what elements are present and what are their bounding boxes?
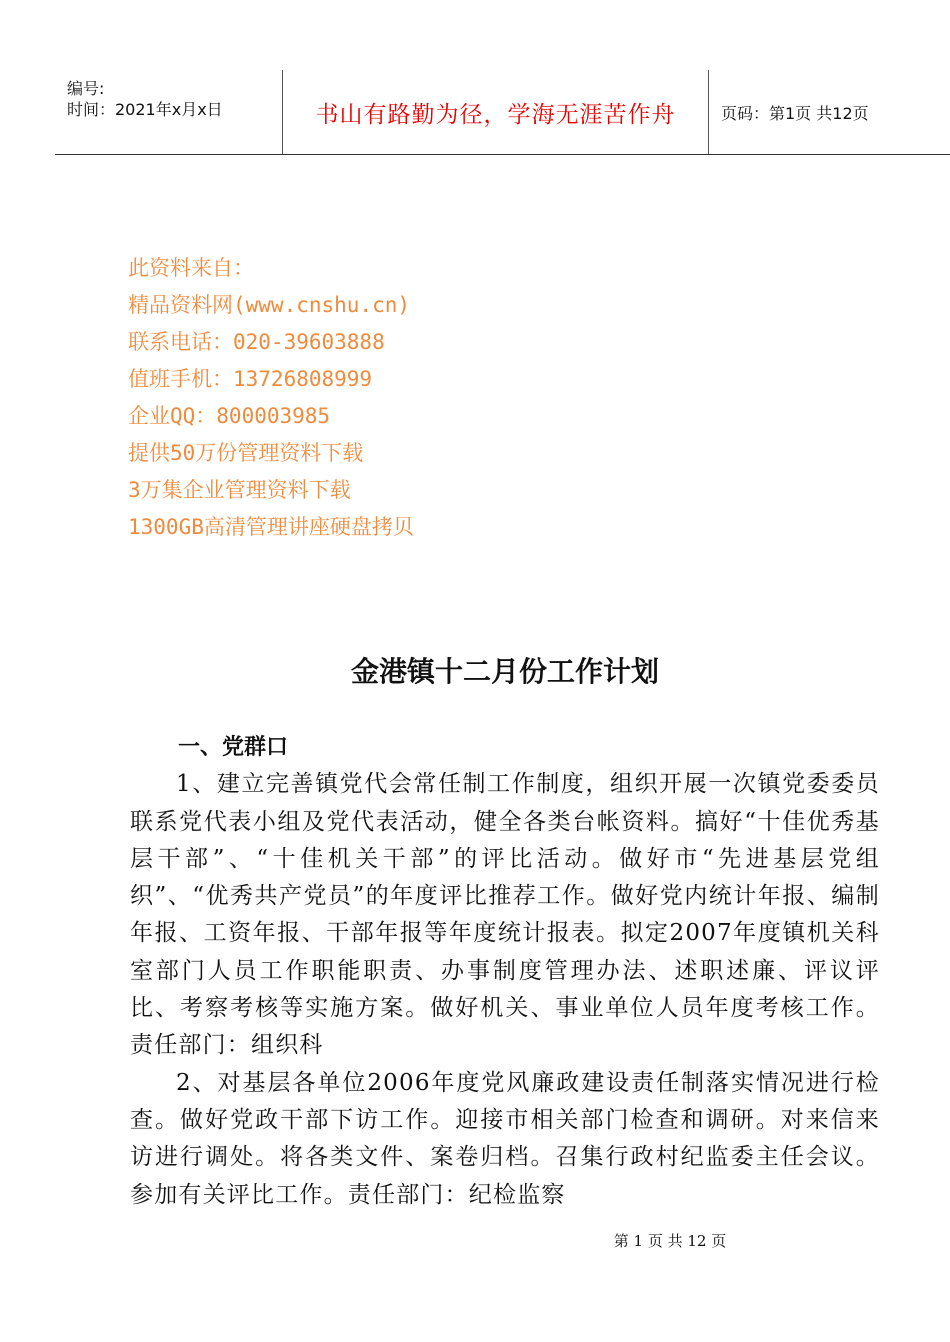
body-paragraph-1: 1、建立完善镇党代会常任制工作制度，组织开展一次镇党委委员联系党代表小组及党代表活动，健全各类台帐资料。搞好“十佳优秀基层干部”、“十佳机关干部”的评比活动。做好市“先进基层党组织”、“优秀共产党员”的年度评比推荐工作。做好党内统计年报、编制年报、工资年报、干部年报等年度统计报表。拟定2007年度镇机关科室部门人员工作职能职责、办事制度管理办法、述职述廉、评议评比、考察考核等实施方案。做好机关、事业单位人员年度考核工作。责任部门：组织科 [130,771,880,1059]
page-footer: 第 1 页 共 12 页 [613,1232,727,1250]
body-paragraph-2: 2、对基层各单位2006年度党风廉政建设责任制落实情况进行检查。做好党政干部下访工作。迎接市相关部门检查和调研。对来信来访进行调处。将各类文件、案卷归档。召集行政村纪监委主任会议。参加有关评比工作。责任部门：纪检监察 [130,1069,880,1208]
source-info-line: 值班手机：13726808999 [128,367,373,391]
header-page-label: 页码：第1页 共12页 [721,103,869,123]
source-info-line: 提供50万份管理资料下载 [128,441,364,465]
source-info-line: 3万集企业管理资料下载 [128,478,351,502]
section-heading: 一、党群口 [178,735,289,760]
source-info-line: 精品资料网(www.cnshu.cn) [128,293,411,317]
header-time-label: 时间：2021年x月x日 [67,100,223,119]
source-info-line: 1300GB高清管理讲座硬盘拷贝 [128,515,414,539]
source-info-line: 此资料来自： [128,256,254,280]
document-title: 金港镇十二月份工作计划 [350,655,659,688]
header-meta [55,70,283,154]
header-motto: 书山有路勤为径，学海无涯苦作舟 [283,70,709,154]
source-info-line: 联系电话：020-39603888 [128,330,385,354]
page-header [55,70,950,155]
source-info-line: 企业QQ：800003985 [128,404,331,428]
document-body [130,729,880,1214]
source-info-block [128,250,414,546]
header-number-label: 编号: [67,79,105,98]
